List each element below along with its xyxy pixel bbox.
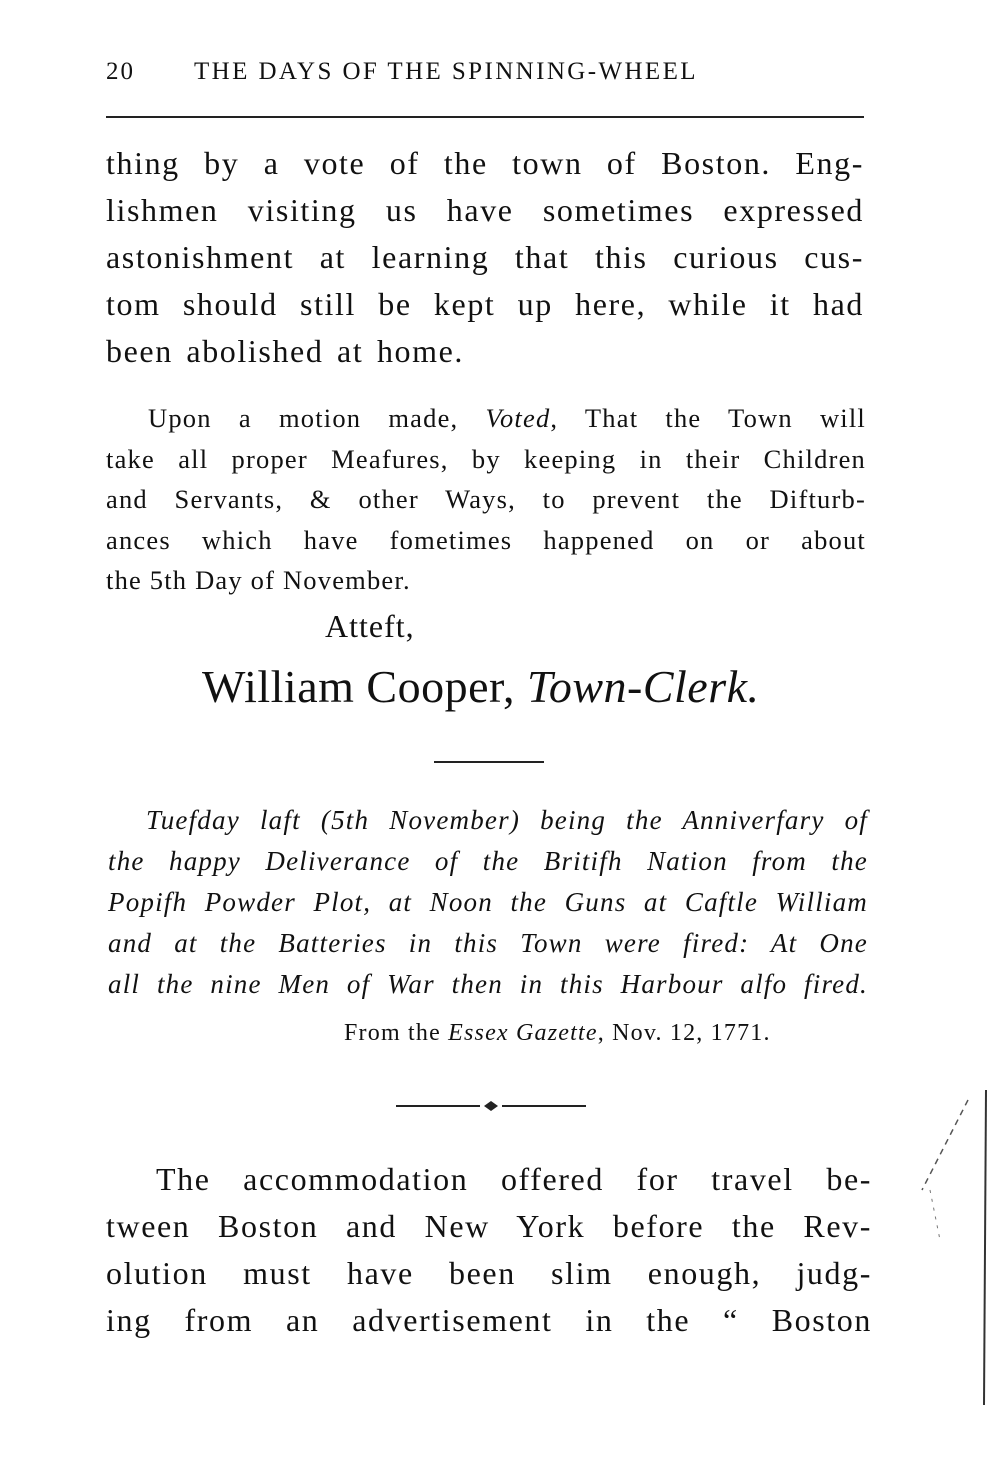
quote-line: take all proper Meafures, by keeping in their Children [106, 443, 866, 474]
paragraph-line: tween Boston and New York before the Rev- [106, 1208, 872, 1244]
diamond-ornament-divider [396, 1098, 586, 1114]
town-vote-quote [106, 398, 866, 601]
page-header [106, 58, 866, 98]
paragraph-line: astonishment at learning that this curious cus- [106, 239, 864, 275]
voted-word: Voted [485, 403, 551, 433]
quote-line [106, 398, 866, 439]
gazette-line: all the nine Men of War then in this Harbour alfo fired. [108, 969, 868, 999]
gazette-line: and at the Batteries in this Town were fired: At One [108, 928, 868, 958]
paragraph-line: been abolished at home. [106, 333, 465, 369]
attest-label: Atteft, [325, 608, 415, 644]
quote-line: ances which have fometimes happened on or about [106, 524, 866, 555]
section-divider [434, 761, 544, 763]
gazette-quote [108, 800, 868, 1005]
quote-line: the 5th Day of November. [106, 565, 411, 595]
source-publication: Essex Gazette [448, 1020, 598, 1046]
header-rule [106, 116, 864, 118]
paragraph-line: thing by a vote of the town of Boston. Eng- [106, 145, 864, 181]
signature [202, 660, 760, 713]
paragraph-line: The accommodation offered for travel be- [156, 1161, 872, 1197]
paragraph-line: tom should still be kept up here, while it had [106, 286, 864, 322]
signature-name: William Cooper, [202, 661, 527, 712]
source-date: , Nov. 12, 1771. [597, 1020, 771, 1046]
source-prefix: From the [344, 1020, 449, 1046]
signature-role: Town-Clerk. [526, 661, 760, 712]
scan-edge-mark [900, 1080, 990, 1410]
paragraph-line: olution must have been slim enough, judg- [106, 1255, 872, 1291]
quote-line-end: , That the Town will [550, 403, 866, 433]
paragraph-continued [106, 140, 864, 375]
paragraph-travel [106, 1156, 872, 1344]
quote-line-start: Upon a motion made, [148, 403, 486, 433]
running-title: THE DAYS OF THE SPINNING-WHEEL [194, 58, 698, 85]
quote-line: and Servants, & other Ways, to prevent the Difturb- [106, 484, 866, 514]
paragraph-line: ing from an advertisement in the “ Boston [106, 1302, 872, 1338]
gazette-source [344, 1020, 771, 1047]
gazette-line: the happy Deliverance of the Britifh Nation from the [108, 846, 868, 876]
paragraph-line: lishmen visiting us have sometimes expressed [106, 192, 864, 228]
gazette-line: Popifh Powder Plot, at Noon the Guns at Caftle William [108, 887, 868, 917]
page-number: 20 [106, 58, 135, 85]
gazette-line: Tuefday laft (5th November) being the Anniverfary of [146, 805, 868, 835]
